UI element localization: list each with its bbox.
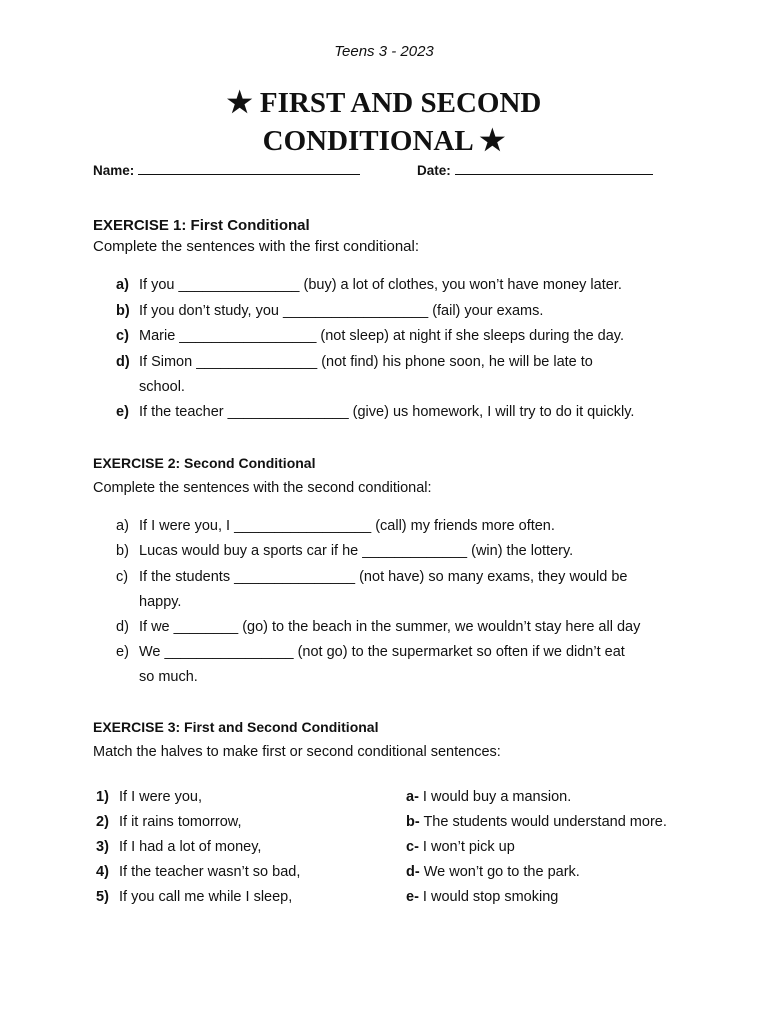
exercise-1-instruction: Complete the sentences with the first conditional:: [93, 238, 420, 255]
match-left-text: If I had a lot of money,: [119, 839, 262, 855]
item-marker: a): [116, 518, 129, 534]
item-marker: b): [116, 543, 129, 559]
match-right-text: We won’t go to the park.: [419, 864, 580, 880]
match-right-text: I would buy a mansion.: [418, 789, 572, 805]
date-blank-line[interactable]: [455, 163, 653, 175]
title-line-1: ★ FIRST AND SECOND: [226, 87, 542, 119]
match-number: 1): [96, 789, 109, 805]
match-letter: e-: [406, 889, 419, 905]
item-text: If you _______________ (buy) a lot of clothes, you won’t have money later.: [139, 277, 622, 293]
item-text: If I were you, I _________________ (call) my friends more often.: [139, 518, 555, 534]
match-letter: c-: [406, 839, 419, 855]
exercise-3-instruction: Match the halves to make first or second conditional sentences:: [93, 744, 501, 760]
match-number: 2): [96, 814, 109, 830]
match-number: 4): [96, 864, 109, 880]
course-label: Teens 3 - 2023: [334, 43, 434, 60]
item-text: If you don’t study, you __________________ (fail) your exams.: [139, 303, 544, 319]
item-text: Lucas would buy a sports car if he _____________ (win) the lottery.: [139, 543, 574, 559]
match-right-item: [406, 860, 580, 885]
item-text: If the students _______________ (not have) so many exams, they would be: [139, 569, 628, 585]
match-left-text: If the teacher wasn’t so bad,: [119, 864, 301, 880]
title-line-2: CONDITIONAL ★: [262, 125, 506, 157]
exercise-3-heading: EXERCISE 3: First and Second Conditional: [93, 719, 379, 735]
item-text: Marie _________________ (not sleep) at night if she sleeps during the day.: [139, 328, 625, 344]
match-letter: d-: [406, 864, 420, 880]
item-marker: e): [116, 404, 129, 420]
item-text: We ________________ (not go) to the supermarket so often if we didn’t eat: [139, 644, 625, 660]
exercise-2-instruction: Complete the sentences with the second conditional:: [93, 480, 432, 496]
name-blank-line[interactable]: [138, 163, 360, 175]
item-text-continuation: happy.: [139, 594, 182, 610]
item-marker: a): [116, 277, 129, 293]
match-right-text: I won’t pick up: [418, 839, 515, 855]
match-letter: a-: [406, 789, 419, 805]
match-right-item: [406, 885, 558, 910]
match-number: 3): [96, 839, 109, 855]
item-marker: d): [116, 619, 129, 635]
exercise-2-heading: EXERCISE 2: Second Conditional: [93, 455, 316, 471]
item-text-continuation: so much.: [139, 669, 198, 685]
item-marker: d): [116, 354, 130, 370]
match-right-text: The students would understand more.: [419, 814, 667, 830]
match-letter: b-: [406, 814, 420, 830]
name-field[interactable]: [93, 163, 360, 178]
item-marker: b): [116, 303, 130, 319]
date-label: Date:: [417, 163, 451, 178]
item-text: If the teacher _______________ (give) us homework, I will try to do it quickly.: [139, 404, 635, 420]
match-right-item: [406, 785, 571, 810]
item-marker: c): [116, 569, 129, 585]
page-title: [0, 84, 768, 160]
item-text-continuation: school.: [139, 379, 185, 395]
match-number: 5): [96, 889, 109, 905]
match-right-item: [406, 835, 515, 860]
match-left-text: If I were you,: [119, 789, 203, 805]
item-marker: c): [116, 328, 129, 344]
match-right-text: I would stop smoking: [418, 889, 559, 905]
exercise-1-heading: EXERCISE 1: First Conditional: [93, 217, 310, 234]
match-left-text: If you call me while I sleep,: [119, 889, 293, 905]
item-text: If Simon _______________ (not find) his phone soon, he will be late to: [139, 354, 593, 370]
name-label: Name:: [93, 163, 135, 178]
item-text: If we ________ (go) to the beach in the summer, we wouldn’t stay here all day: [139, 619, 641, 635]
item-marker: e): [116, 644, 129, 660]
date-field[interactable]: [417, 163, 653, 178]
match-left-text: If it rains tomorrow,: [119, 814, 242, 830]
match-right-item: [406, 810, 667, 835]
